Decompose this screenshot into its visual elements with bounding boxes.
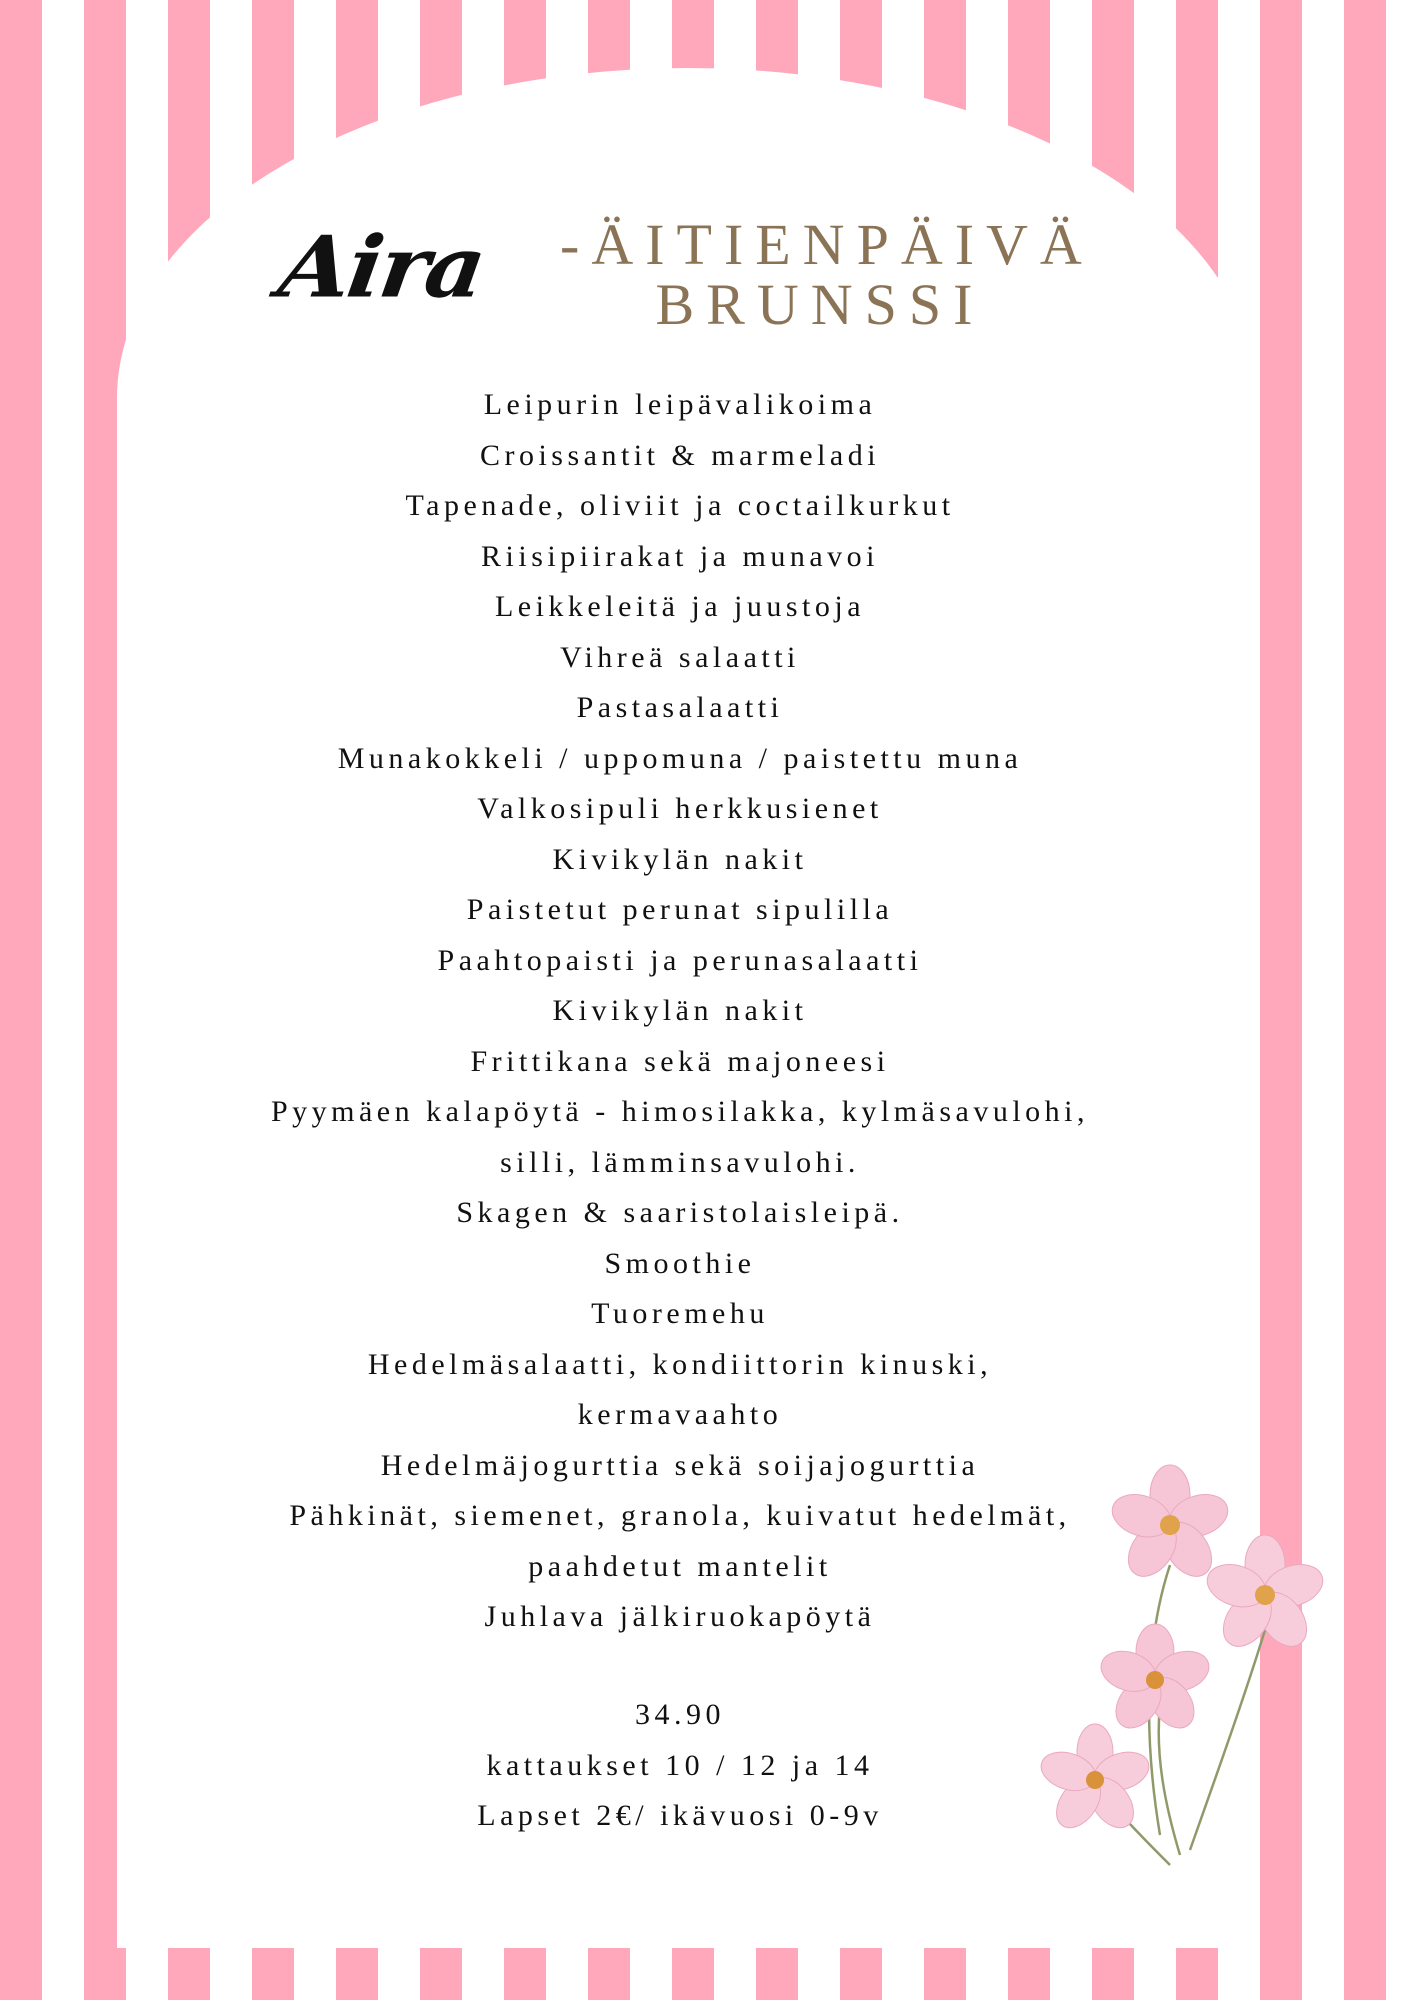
flower-middle-icon — [1096, 1624, 1214, 1736]
menu-item: Skagen & saaristolaisleipä. — [456, 1196, 904, 1229]
menu-item: Leikkeleitä ja juustoja — [494, 590, 866, 623]
menu-item: Vihreä salaatti — [560, 640, 800, 674]
price: 34.90 — [635, 1698, 725, 1731]
flower-bottom-icon — [1036, 1724, 1154, 1836]
menu-item: Pähkinät, siemenet, granola, kuivatut hedelmät, — [289, 1499, 1071, 1532]
menu-item: Pyymäen kalapöytä - himosilakka, kylmäsavulohi, — [270, 1095, 1090, 1128]
page-title — [560, 212, 1094, 337]
aira-logo: Aira — [273, 217, 490, 317]
title-line-1: -ÄITIENPÄIVÄ — [560, 212, 1094, 277]
menu-item: Valkosipuli herkkusienet — [477, 792, 883, 825]
title-line-2: BRUNSSI — [655, 272, 985, 337]
seating-times: kattaukset 10 / 12 ja 14 — [486, 1748, 874, 1782]
menu-item: silli, lämminsavulohi. — [500, 1145, 860, 1179]
menu-item: Paistetut perunat sipulilla — [466, 893, 894, 926]
menu-item: Riisipiirakat ja munavoi — [481, 539, 879, 573]
menu-item: Frittikana sekä majoneesi — [470, 1044, 890, 1078]
menu-item: Tapenade, oliviit ja coctailkurkut — [405, 489, 955, 522]
menu-item: Kivikylän nakit — [552, 842, 808, 876]
menu-item: Pastasalaatti — [576, 691, 784, 724]
menu-item: Paahtopaisti ja perunasalaatti — [437, 943, 923, 977]
menu-header — [270, 205, 1094, 345]
menu-list — [175, 380, 1185, 1643]
menu-item: Croissantit & marmeladi — [479, 438, 881, 472]
menu-item: Juhlava jälkiruokapöytä — [484, 1600, 876, 1633]
kids-price: Lapset 2€/ ikävuosi 0-9v — [477, 1799, 883, 1832]
menu-item: Kivikylän nakit — [552, 994, 808, 1027]
flower-right-icon — [1202, 1535, 1328, 1655]
menu-item: Hedelmäjogurttia sekä soijajogurttia — [380, 1448, 980, 1482]
menu-item: paahdetut mantelit — [528, 1549, 832, 1583]
menu-item: Tuoremehu — [591, 1297, 769, 1330]
menu-item: Smoothie — [604, 1246, 756, 1280]
menu-item: Hedelmäsalaatti, kondiittorin kinuski, — [367, 1347, 993, 1381]
flower-decoration-icon — [1030, 1455, 1360, 1875]
menu-item: Munakokkeli / uppomuna / paistettu muna — [337, 741, 1023, 775]
menu-item: kermavaahto — [577, 1398, 783, 1431]
menu-item: Leipurin leipävalikoima — [483, 388, 877, 421]
